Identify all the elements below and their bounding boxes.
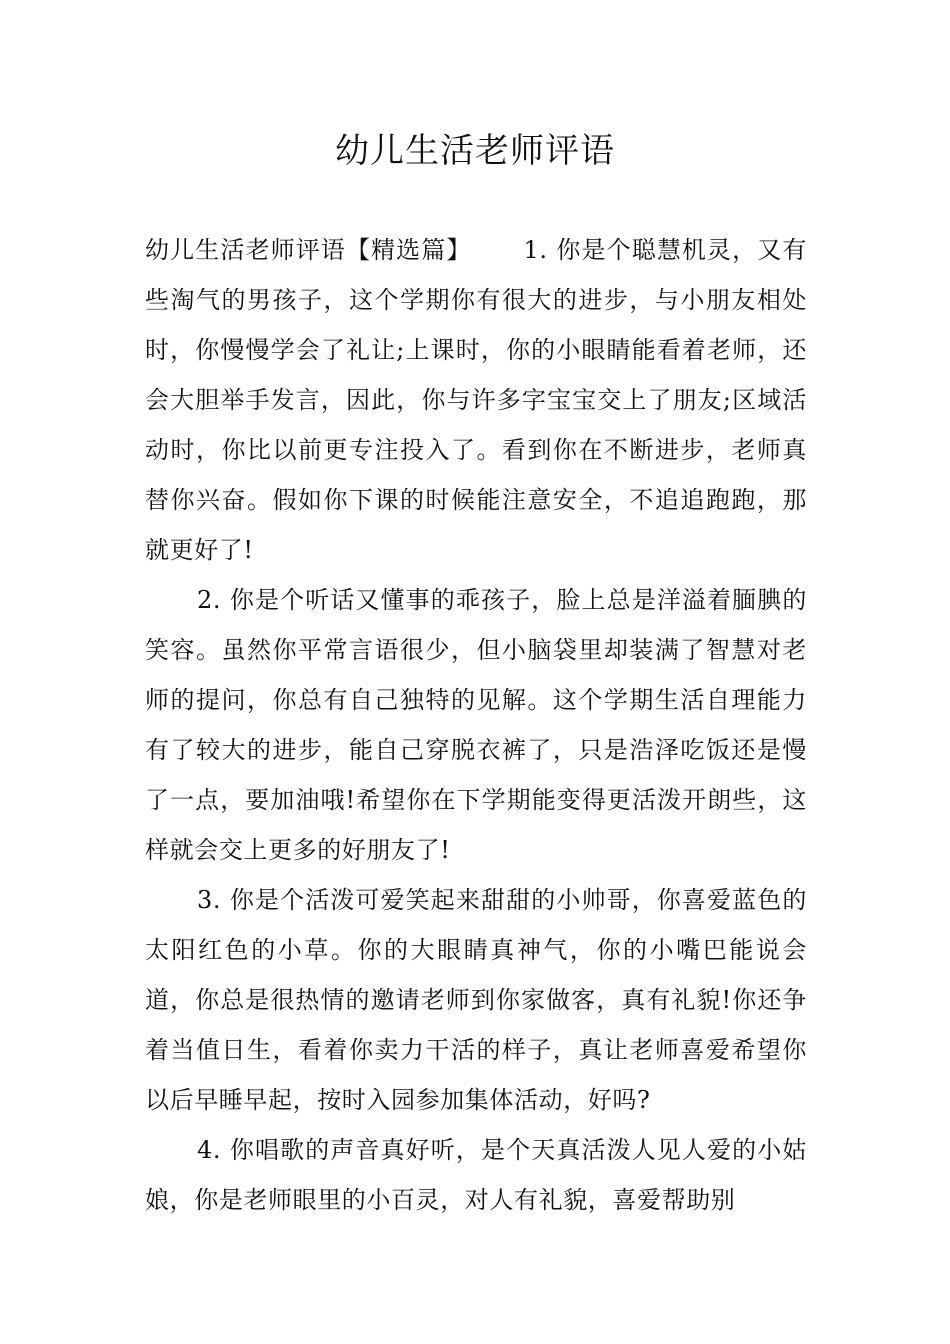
document-title: 幼儿生活老师评语: [335, 131, 615, 171]
document-body: [145, 225, 807, 1225]
paragraph-2: 2. 你是个听话又懂事的乖孩子，脸上总是洋溢着腼腆的笑容。虽然你平常言语很少，但小脑袋里却装满了智慧对老师的提问，你总有自己独特的见解。这个学期生活自理能力有了较大的进步，能自己穿脱衣裤了，只是浩泽吃饭还是慢了一点，要加油哦!希望你在下学期能变得更活泼开朗些，这样就会交上更多的好朋友了!: [145, 586, 807, 864]
lead-heading: 幼儿生活老师评语【精选篇】: [145, 236, 472, 264]
paragraph-1: [145, 225, 807, 575]
paragraph-1-text: 1. 你是个聪慧机灵，又有些淘气的男孩子，这个学期你有很大的进步，与小朋友相处时，你慢慢学会了礼让;上课时，你的小眼睛能看着老师，还会大胆举手发言，因此，你与许多字宝宝交上了朋友;区域活动时，你比以前更专注投入了。看到你在不断进步，老师真替你兴奋。假如你下课的时候能注意安全，不追追跑跑，那就更好了!: [145, 236, 807, 564]
paragraph-4: 4. 你唱歌的声音真好听，是个天真活泼人见人爱的小姑娘，你是老师眼里的小百灵，对人有礼貌，喜爱帮助别: [145, 1136, 807, 1214]
paragraph-3: 3. 你是个活泼可爱笑起来甜甜的小帅哥，你喜爱蓝色的太阳红色的小草。你的大眼睛真神气，你的小嘴巴能说会道，你总是很热情的邀请老师到你家做客，真有礼貌!你还争着当值日生，看着你卖力干活的样子，真让老师喜爱希望你以后早睡早起，按时入园参加集体活动，好吗?: [145, 886, 807, 1114]
